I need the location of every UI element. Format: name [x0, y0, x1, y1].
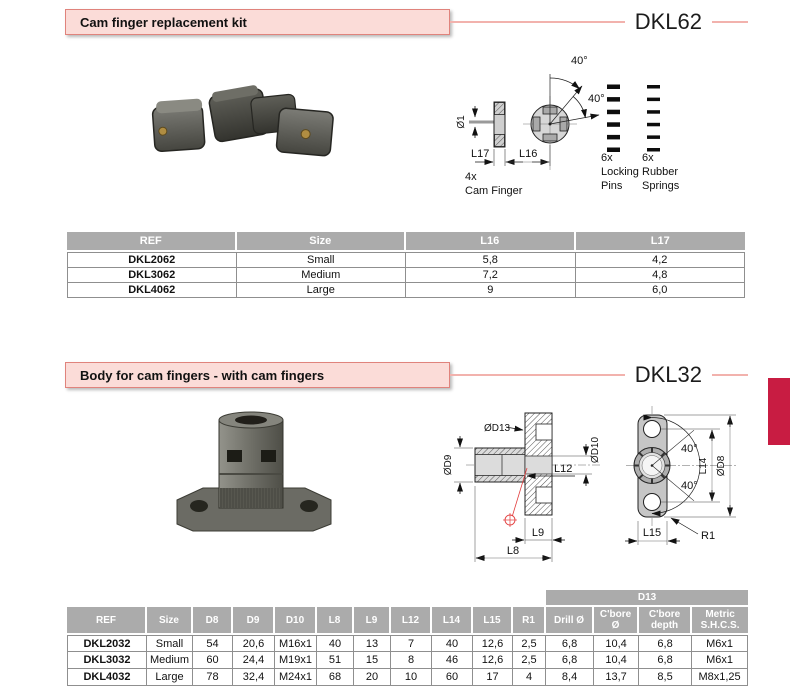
angle-label: 40° — [571, 55, 588, 67]
section1-banner — [65, 9, 450, 35]
table-cell: Large — [147, 669, 193, 686]
section1-header-band — [65, 7, 748, 37]
part-label: Locking — [601, 166, 639, 178]
table-row — [67, 652, 748, 669]
table-cell: 68 — [317, 669, 354, 686]
table-cell: 12,6 — [473, 652, 513, 669]
column-header: D9 — [233, 607, 275, 635]
section1-product-code: DKL62 — [634, 9, 702, 34]
table-row — [67, 669, 748, 686]
qty-label: 4x — [465, 171, 477, 183]
table-cell: 40 — [432, 635, 473, 652]
dkl62-drawing — [455, 50, 790, 210]
table-cell: 8 — [391, 652, 432, 669]
table-cell: M24x1 — [275, 669, 317, 686]
column-header: L8 — [317, 607, 354, 635]
dim-label-l12: L12 — [554, 463, 573, 475]
table-cell: 4,2 — [576, 252, 746, 268]
column-header: L17 — [576, 232, 746, 252]
table-cell: DKL4062 — [67, 283, 237, 298]
table-cell: Medium — [147, 652, 193, 669]
dim-label-d13: ØD13 — [484, 423, 511, 434]
table-cell: Large — [237, 283, 407, 298]
cam-finger-body-photo — [163, 404, 343, 539]
table-cell: 4 — [513, 669, 546, 686]
table-cell: DKL2032 — [67, 635, 147, 652]
table-row — [67, 283, 745, 298]
cam-fingers-photo — [140, 68, 350, 180]
group-header-d13: D13 — [546, 590, 748, 607]
dim-label-d8: ØD8 — [716, 455, 727, 477]
table-cell: 13 — [354, 635, 391, 652]
column-header: R1 — [513, 607, 546, 635]
table-cell: 20,6 — [233, 635, 275, 652]
dim-label-d10: ØD10 — [590, 436, 601, 464]
dim-label-l17: L17 — [471, 148, 490, 160]
table-cell: 8,5 — [639, 669, 692, 686]
table-row — [67, 268, 745, 283]
column-header: D10 — [275, 607, 317, 635]
table-row — [67, 635, 748, 652]
table-cell: 13,7 — [594, 669, 639, 686]
column-header: C'bore depth — [639, 607, 692, 635]
column-header: Drill Ø — [546, 607, 594, 635]
table-cell: M16x1 — [275, 635, 317, 652]
table-cell: 6,8 — [639, 652, 692, 669]
part-label: Pins — [601, 180, 623, 192]
table-cell: 6,8 — [546, 635, 594, 652]
table-cell: 32,4 — [233, 669, 275, 686]
table-cell: M6x1 — [692, 635, 748, 652]
column-header: D8 — [193, 607, 233, 635]
banner-connector-line — [450, 21, 625, 23]
table-cell: 24,4 — [233, 652, 275, 669]
section2-product-code: DKL32 — [634, 362, 702, 387]
banner-connector-line — [450, 374, 625, 376]
dim-label-l14: L14 — [698, 457, 709, 475]
table-cell: 10,4 — [594, 652, 639, 669]
table-cell: 54 — [193, 635, 233, 652]
dim-label-r1: R1 — [701, 530, 716, 542]
table-cell: 20 — [354, 669, 391, 686]
dim-label-l15: L15 — [642, 527, 662, 539]
dkl62-size-table — [67, 232, 745, 298]
table-row — [67, 252, 745, 268]
section2-banner — [65, 362, 450, 388]
banner-connector-line — [712, 21, 748, 23]
dim-label-l16: L16 — [519, 148, 538, 160]
table-cell: 6,8 — [639, 635, 692, 652]
table-cell: 10 — [391, 669, 432, 686]
dim-label-d9: ØD9 — [443, 454, 454, 476]
qty-label: 6x — [642, 152, 654, 164]
section1-banner-label: Cam finger replacement kit — [80, 14, 247, 30]
table-cell: M8x1,25 — [692, 669, 748, 686]
table-cell: 10,4 — [594, 635, 639, 652]
table-cell: M19x1 — [275, 652, 317, 669]
table-cell: Small — [147, 635, 193, 652]
angle-label: 40° — [588, 93, 605, 105]
table-cell: 4,8 — [576, 268, 746, 283]
table-cell: 40 — [317, 635, 354, 652]
page-edge-tab — [768, 378, 790, 445]
dkl32-drawing — [440, 400, 770, 575]
table-cell: 2,5 — [513, 652, 546, 669]
banner-connector-line — [712, 374, 748, 376]
dim-label-l9: L9 — [531, 527, 545, 539]
table-cell: 7,2 — [406, 268, 576, 283]
table-cell: Small — [237, 252, 407, 268]
column-header: L16 — [406, 232, 576, 252]
part-label: Rubber — [642, 166, 679, 178]
column-header: L12 — [391, 607, 432, 635]
column-header: L15 — [473, 607, 513, 635]
part-label: Springs — [642, 180, 680, 192]
table-cell: 2,5 — [513, 635, 546, 652]
table-cell: 7 — [391, 635, 432, 652]
table-cell: 78 — [193, 669, 233, 686]
angle-label: 40° — [681, 480, 698, 492]
qty-label: 6x — [601, 152, 613, 164]
column-header: Size — [237, 232, 407, 252]
column-header: C'bore Ø — [594, 607, 639, 635]
dkl32-size-table — [67, 590, 748, 686]
table-cell: 12,6 — [473, 635, 513, 652]
column-header: REF — [67, 232, 237, 252]
table-cell: 9 — [406, 283, 576, 298]
dim-label-l8: L8 — [506, 545, 520, 557]
group-header-spacer — [67, 590, 546, 607]
table-cell: DKL2062 — [67, 252, 237, 268]
table-cell: DKL3032 — [67, 652, 147, 669]
table-cell: 5,8 — [406, 252, 576, 268]
table-cell: DKL4032 — [67, 669, 147, 686]
table-cell: 8,4 — [546, 669, 594, 686]
dim-label-dia1: Ø1 — [456, 115, 467, 129]
part-label: Cam Finger — [465, 185, 523, 197]
table-cell: Medium — [237, 268, 407, 283]
table-cell: M6x1 — [692, 652, 748, 669]
column-header: Size — [147, 607, 193, 635]
table-cell: 6,8 — [546, 652, 594, 669]
column-header: REF — [67, 607, 147, 635]
table-cell: 6,0 — [576, 283, 746, 298]
column-header: L9 — [354, 607, 391, 635]
table-cell: 17 — [473, 669, 513, 686]
column-header: L14 — [432, 607, 473, 635]
column-header: Metric S.H.C.S. — [692, 607, 748, 635]
angle-label: 40° — [681, 443, 698, 455]
table-cell: 46 — [432, 652, 473, 669]
table-cell: 60 — [432, 669, 473, 686]
table-cell: 15 — [354, 652, 391, 669]
table-cell: DKL3062 — [67, 268, 237, 283]
section2-header-band — [65, 360, 748, 390]
table-cell: 60 — [193, 652, 233, 669]
table-cell: 51 — [317, 652, 354, 669]
section2-banner-label: Body for cam fingers - with cam fingers — [80, 367, 325, 383]
